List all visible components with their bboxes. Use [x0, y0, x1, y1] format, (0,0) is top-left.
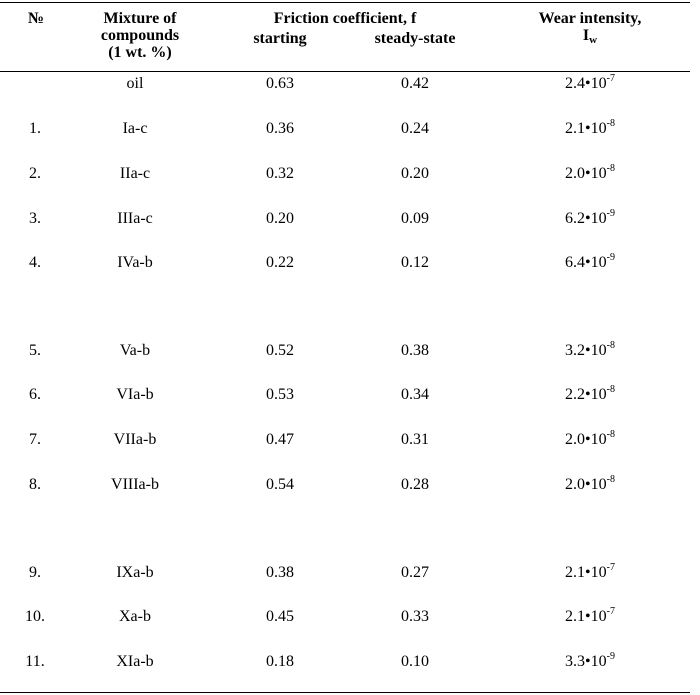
- row-number: 8.: [29, 476, 41, 493]
- row-mixture: IVa-b: [117, 254, 153, 271]
- row-number: 7.: [29, 431, 41, 448]
- row-mixture: XIa-b: [116, 653, 154, 670]
- row-number: 5.: [29, 342, 41, 359]
- row-steady-friction: 0.20: [401, 165, 429, 182]
- row-starting-friction: 0.47: [266, 431, 294, 448]
- wear-mantissa: 3.2•10: [565, 342, 607, 359]
- row-steady-friction: 0.24: [401, 120, 429, 137]
- wear-mantissa: 2.0•10: [565, 165, 607, 182]
- header-mixture: [75, 10, 205, 61]
- row-steady-friction: 0.28: [401, 476, 429, 493]
- row-mixture: IXa-b: [116, 564, 154, 581]
- row-steady-friction: 0.27: [401, 564, 429, 581]
- header-mixture-line1: Mixture of: [103, 10, 177, 27]
- wear-exponent: -8: [606, 474, 615, 485]
- row-starting-friction: 0.20: [266, 210, 294, 227]
- row-number: 10.: [25, 608, 45, 625]
- row-number: 11.: [25, 653, 45, 670]
- wear-exponent: -9: [606, 208, 615, 219]
- row-starting-friction: 0.36: [266, 120, 294, 137]
- row-wear-intensity: [505, 164, 675, 184]
- table-bottom-rule: [0, 692, 690, 693]
- wear-exponent: -9: [606, 651, 615, 662]
- row-starting-friction: 0.32: [266, 165, 294, 182]
- row-mixture: oil: [126, 75, 144, 92]
- header-bottom-rule: [0, 71, 690, 72]
- row-wear-intensity: [505, 119, 675, 139]
- table-top-rule: [0, 2, 690, 3]
- row-wear-intensity: [505, 341, 675, 361]
- wear-exponent: -8: [606, 384, 615, 395]
- row-number: 2.: [29, 165, 41, 182]
- row-mixture: Xa-b: [119, 608, 151, 625]
- row-mixture: IIIa-c: [117, 210, 153, 227]
- row-mixture: VIIIa-b: [111, 476, 159, 493]
- row-starting-friction: 0.22: [266, 254, 294, 271]
- wear-mantissa: 2.1•10: [565, 564, 607, 581]
- header-steady-state: steady-state: [374, 30, 456, 47]
- row-wear-intensity: [505, 253, 675, 273]
- wear-mantissa: 6.2•10: [565, 210, 607, 227]
- row-wear-intensity: [505, 607, 675, 627]
- row-starting-friction: 0.45: [266, 608, 294, 625]
- row-steady-friction: 0.09: [401, 210, 429, 227]
- wear-mantissa: 2.2•10: [565, 386, 607, 403]
- row-wear-intensity: [505, 385, 675, 405]
- row-wear-intensity: [505, 563, 675, 583]
- row-number: 6.: [29, 386, 41, 403]
- row-wear-intensity: [505, 430, 675, 450]
- wear-mantissa: 3.3•10: [565, 653, 607, 670]
- wear-exponent: -8: [606, 118, 615, 129]
- row-steady-friction: 0.31: [401, 431, 429, 448]
- wear-exponent: -8: [606, 429, 615, 440]
- row-steady-friction: 0.38: [401, 342, 429, 359]
- row-steady-friction: 0.34: [401, 386, 429, 403]
- wear-symbol: I: [582, 27, 590, 44]
- row-number: 3.: [29, 210, 41, 227]
- header-friction-coefficient: Friction coefficient, f: [273, 10, 417, 27]
- wear-exponent: -7: [606, 606, 615, 617]
- row-steady-friction: 0.10: [401, 653, 429, 670]
- row-starting-friction: 0.63: [266, 75, 294, 92]
- row-starting-friction: 0.18: [266, 653, 294, 670]
- header-starting: starting: [253, 30, 307, 47]
- header-number: №: [27, 10, 45, 27]
- wear-mantissa: 2.1•10: [565, 120, 607, 137]
- wear-exponent: -9: [606, 252, 615, 263]
- wear-exponent: -8: [606, 340, 615, 351]
- row-wear-intensity: [505, 209, 675, 229]
- row-wear-intensity: [505, 652, 675, 672]
- wear-mantissa: 2.4•10: [565, 75, 607, 92]
- row-wear-intensity: [505, 475, 675, 495]
- row-starting-friction: 0.38: [266, 564, 294, 581]
- header-mixture-line3: (1 wt. %): [108, 44, 172, 61]
- row-starting-friction: 0.52: [266, 342, 294, 359]
- wear-exponent: -8: [606, 163, 615, 174]
- row-number: 1.: [29, 120, 41, 137]
- row-starting-friction: 0.54: [266, 476, 294, 493]
- row-steady-friction: 0.12: [401, 254, 429, 271]
- row-mixture: Va-b: [119, 342, 151, 359]
- wear-mantissa: 6.4•10: [565, 254, 607, 271]
- row-mixture: IIa-c: [119, 165, 151, 182]
- header-wear-symbol: [505, 27, 675, 46]
- wear-mantissa: 2.0•10: [565, 431, 607, 448]
- wear-mantissa: 2.0•10: [565, 476, 607, 493]
- row-mixture: Ia-c: [122, 120, 148, 137]
- header-wear-line1: Wear intensity,: [538, 10, 642, 27]
- wear-symbol-subscript: w: [589, 34, 598, 46]
- row-mixture: VIa-b: [116, 386, 154, 403]
- header-mixture-line2: compounds: [100, 27, 180, 44]
- wear-mantissa: 2.1•10: [565, 608, 607, 625]
- wear-exponent: -7: [606, 73, 615, 84]
- row-mixture: VIIa-b: [113, 431, 157, 448]
- row-starting-friction: 0.53: [266, 386, 294, 403]
- row-number: 4.: [29, 254, 41, 271]
- row-steady-friction: 0.42: [401, 75, 429, 92]
- row-number: 9.: [29, 564, 41, 581]
- header-wear-intensity: [505, 10, 675, 46]
- row-wear-intensity: [505, 74, 675, 94]
- row-steady-friction: 0.33: [401, 608, 429, 625]
- wear-exponent: -7: [606, 562, 615, 573]
